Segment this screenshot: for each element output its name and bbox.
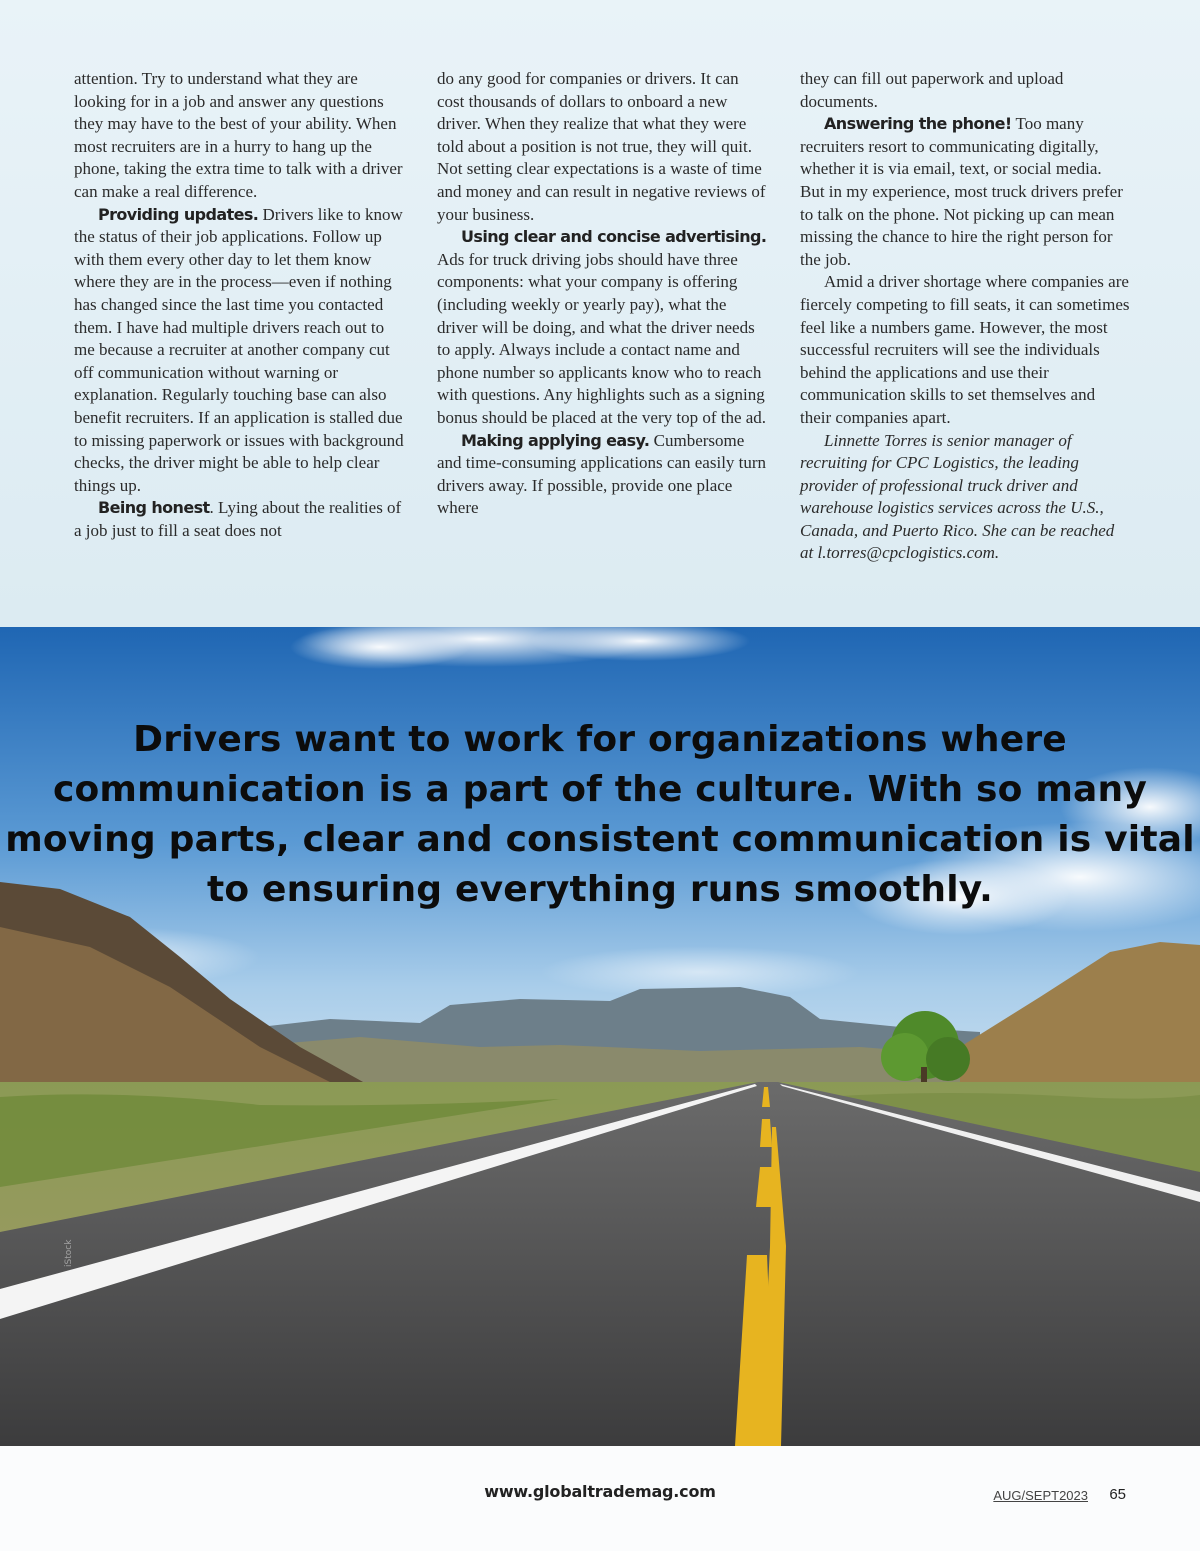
- subhead-clear-advertising: Using clear and concise advertising.: [461, 227, 767, 247]
- article-column-2: [437, 68, 767, 520]
- article-column-3: [800, 68, 1130, 565]
- paragraph: [74, 204, 404, 498]
- subhead-answering-phone: Answering the phone!: [824, 114, 1012, 134]
- subhead-applying-easy: Making applying easy.: [461, 430, 650, 450]
- paragraph-text: Ads for truck driving jobs should have three components: what your company is offering (including weekly or yearly pay), what the driver will be doing, and what the driver needs to apply. Always include a contact name and phone number so applicants know who to reach with questions. Any highlights such as a signing bonus should be placed at the very top of the ad.: [437, 249, 767, 427]
- paragraph-text: Cumbersome and time-consuming applications can easily turn drivers away. If possible, provide one place where: [437, 430, 767, 518]
- website-url[interactable]: www.globaltrademag.com: [484, 1482, 716, 1501]
- photo-credit: iStock: [64, 1239, 74, 1267]
- paragraph: [437, 430, 767, 520]
- hero-image: [0, 627, 1200, 1446]
- paragraph: attention. Try to understand what they are looking for in a job and answer any questions they may have to the best of your ability. When most recruiters are in a hurry to hang up the phone, taking the extra time to talk with a driver can make a real difference.: [74, 69, 403, 201]
- paragraph-text: Drivers like to know the status of their job applications. Follow up with them every other day to let them know where they are in the process—even if nothing has changed since the last time you contacted them. I have had multiple drivers reach out to me because a recruiter at another company cut off communication without warning or explanation. Regularly touching base can also benefit recruiters. If an application is stalled due to missing paperwork or issues with background checks, the driver might be able to help clear things up.: [74, 204, 404, 495]
- paragraph: they can fill out paperwork and upload documents.: [800, 69, 1064, 111]
- paragraph: [437, 226, 767, 429]
- paragraph: do any good for companies or drivers. It can cost thousands of dollars to onboard a new driver. When they realize that what they were told about a position is not true, they will quit. Not setting clear expectations is a waste of time and money and can result in negative reviews of your business.: [437, 69, 766, 224]
- issue-date: AUG/SEPT2023: [993, 1488, 1088, 1503]
- paragraph: [74, 497, 404, 542]
- subhead-providing-updates: Providing updates.: [98, 204, 259, 224]
- paragraph: [800, 113, 1130, 271]
- article-column-1: [74, 68, 404, 542]
- pull-quote: Drivers want to work for organizations where communication is a part of the culture. With so many moving parts, clear and consistent communication is vital to ensuring everything runs smoothly.: [5, 719, 1195, 910]
- article-body: [74, 68, 1134, 598]
- author-byline: Linnette Torres is senior manager of recruiting for CPC Logistics, the leading provider of professional truck driver and warehouse logistics services across the U.S., Canada, and Puerto Rico. She can be reached at l.torres@cpclogistics.com.: [800, 430, 1115, 563]
- subhead-being-honest: Being honest: [98, 498, 210, 518]
- page-number: 65: [1109, 1486, 1126, 1503]
- paragraph: Amid a driver shortage where companies are fiercely competing to fill seats, it can sometimes feel like a numbers game. However, the most successful recruiters will see the individuals behind the applications and use their communication skills to set themselves and their companies apart.: [800, 272, 1130, 427]
- paragraph-text: . Lying about the realities of a job just to fill a seat does not: [74, 498, 402, 540]
- page-footer: [0, 1446, 1200, 1551]
- paragraph-text: Too many recruiters resort to communicating digitally, whether it is via email, text, or social media. But in my experience, most truck drivers prefer to talk on the phone. Not picking up can mean missing the chance to hire the right person for the job.: [800, 114, 1123, 269]
